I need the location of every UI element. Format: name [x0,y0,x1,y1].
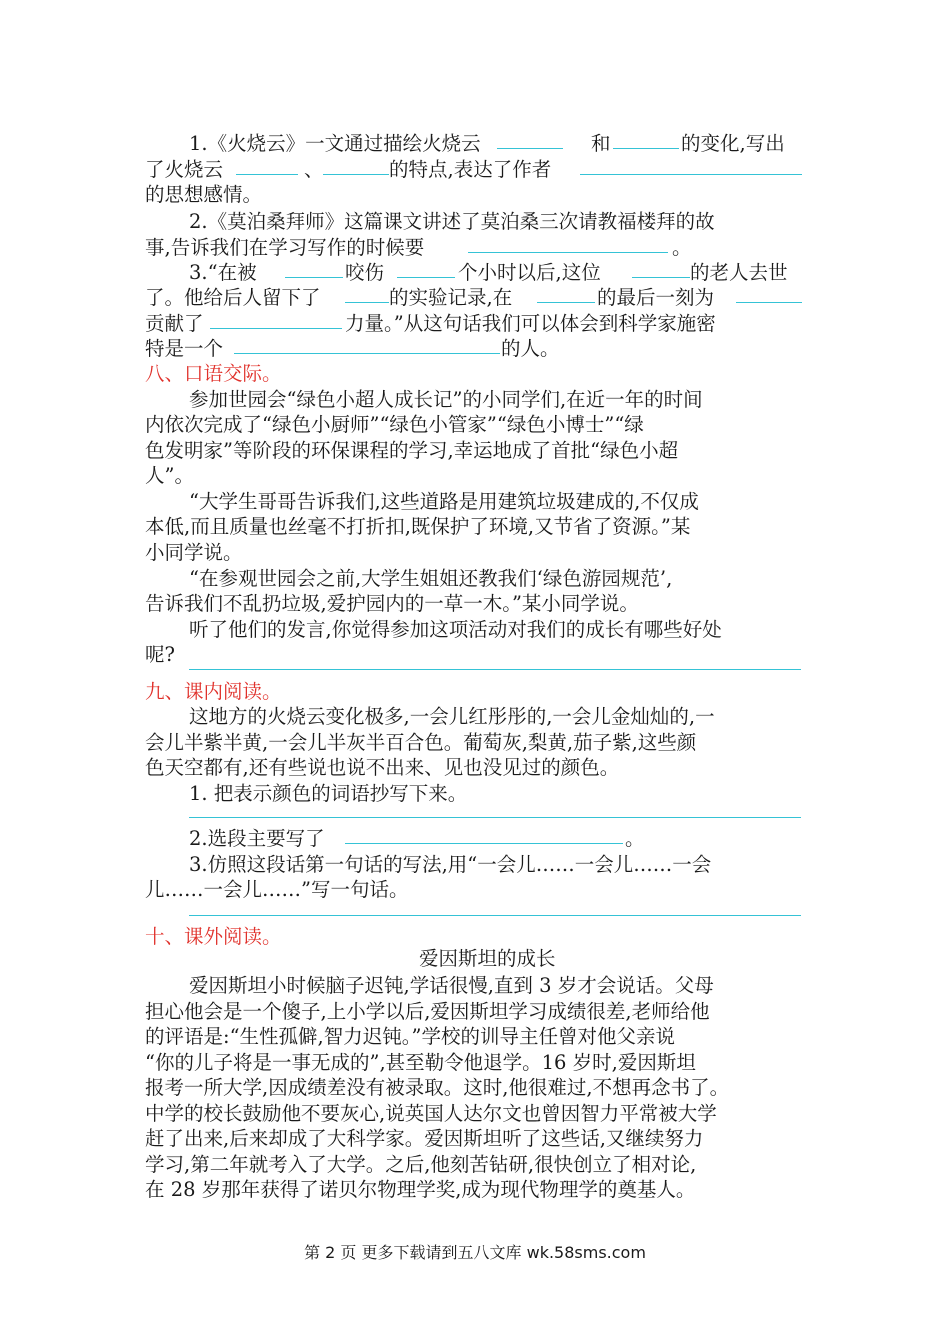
article-title: 爱因斯坦的成长 [419,947,556,970]
answer-blank[interactable] [537,302,595,303]
text-line: 。 [625,827,645,850]
text-line: 2.选段主要写了 [189,827,325,850]
text-line: 3.“在被 [189,261,257,284]
text-line: 告诉我们不乱扔垃圾,爱护园内的一草一木。”某小同学说。 [145,592,639,615]
answer-blank[interactable] [632,277,690,278]
text-line: 色天空都有,还有些说也说不出来、见也没见过的颜色。 [145,756,620,779]
text-line: 力量。”从这句话我们可以体会到科学家施密 [345,312,716,335]
text-line: 这地方的火烧云变化极多,一会儿红彤彤的,一会儿金灿灿的,一 [189,705,715,728]
answer-blank[interactable] [210,328,342,329]
text-line: 特是一个 [145,337,224,360]
answer-blank[interactable] [397,277,455,278]
text-line: 3.仿照这段话第一句话的写法,用“一会儿……一会儿……一会 [189,853,712,876]
text-line: 内依次完成了“绿色小厨师”“绿色小管家”“绿色小博士”“绿 [145,413,644,436]
text-line: 的人。 [501,337,560,360]
answer-blank[interactable] [234,353,500,354]
text-line: 报考一所大学,因成绩差没有被录取。这时,他很难过,不想再念书了。 [145,1076,730,1099]
answer-line[interactable] [189,915,801,916]
section-heading: 十、课外阅读。 [145,925,282,948]
text-line: 爱因斯坦小时候脑子迟钝,学话很慢,直到 3 岁才会说话。父母 [189,974,714,997]
section-heading: 九、课内阅读。 [145,680,282,703]
page-footer: 第 2 页 更多下载请到五八文库 wk.58sms.com [304,1243,646,1262]
text-line: 担心他会是一个傻子,上小学以后,爱因斯坦学习成绩很差,老师给他 [145,1000,710,1023]
text-line: 的思想感情。 [145,183,263,206]
text-line: 。 [672,236,692,259]
text-line: 人”。 [145,464,194,487]
text-line: 个小时以后,这位 [458,261,601,284]
answer-line[interactable] [189,817,801,818]
text-line: 、 [304,158,324,181]
text-line: 了。他给后人留下了 [145,286,321,309]
answer-blank[interactable] [613,148,679,149]
text-line: 的最后一刻为 [597,286,715,309]
answer-blank[interactable] [236,174,298,175]
answer-blank[interactable] [497,148,563,149]
text-line: 的实验记录,在 [389,286,513,309]
text-line: 1.《火烧云》一文通过描绘火烧云 [189,132,481,155]
text-line: 呢? [145,643,175,666]
text-line: 的评语是:“生性孤僻,智力迟钝。”学校的训导主任曾对他父亲说 [145,1025,675,1048]
answer-blank[interactable] [323,174,389,175]
text-line: 本低,而且质量也丝毫不打折扣,既保护了环境,又节省了资源。”某 [145,515,691,538]
text-line: 的变化,写出 [681,132,785,155]
answer-blank[interactable] [736,302,802,303]
text-line: “大学生哥哥告诉我们,这些道路是用建筑垃圾建成的,不仅成 [189,490,699,513]
text-line: 小同学说。 [145,541,243,564]
text-line: 听了他们的发言,你觉得参加这项活动对我们的成长有哪些好处 [189,618,722,641]
text-line: 的特点,表达了作者 [389,158,552,181]
text-line: “你的儿子将是一事无成的”,甚至勒令他退学。16 岁时,爱因斯坦 [145,1051,696,1074]
text-line: 色发明家”等阶段的环保课程的学习,幸运地成了首批“绿色小超 [145,439,679,462]
text-line: 在 28 岁那年获得了诺贝尔物理学奖,成为现代物理学的奠基人。 [145,1178,696,1201]
answer-blank[interactable] [345,843,623,844]
text-line: 1. 把表示颜色的词语抄写下来。 [189,782,468,805]
section-heading: 八、口语交际。 [145,362,282,385]
text-line: 学习,第二年就考入了大学。之后,他刻苦钻研,很快创立了相对论, [145,1153,697,1176]
text-line: 2.《莫泊桑拜师》这篇课文讲述了莫泊桑三次请教福楼拜的故 [189,210,715,233]
text-line: 咬伤 [345,261,385,284]
answer-blank[interactable] [468,252,668,253]
text-line: 参加世园会“绿色小超人成长记”的小同学们,在近一年的时间 [189,388,703,411]
text-line: 和 [591,132,611,155]
text-line: 中学的校长鼓励他不要灰心,说英国人达尔文也曾因智力平常被大学 [145,1102,717,1125]
text-line: 会儿半紫半黄,一会儿半灰半百合色。葡萄灰,梨黄,茄子紫,这些颜 [145,731,697,754]
answer-blank[interactable] [345,302,389,303]
text-line: 的老人去世 [690,261,788,284]
answer-blank[interactable] [285,277,343,278]
text-line: 儿……一会儿……”写一句话。 [145,878,409,901]
text-line: 了火烧云 [145,158,224,181]
text-line: 事,告诉我们在学习写作的时候要 [145,236,425,259]
answer-line[interactable] [189,669,801,670]
text-line: “在参观世园会之前,大学生姐姐还教我们‘绿色游园规范’, [189,567,673,590]
text-line: 贡献了 [145,312,204,335]
text-line: 赶了出来,后来却成了大科学家。爱因斯坦听了这些话,又继续努力 [145,1127,704,1150]
answer-blank[interactable] [580,174,802,175]
